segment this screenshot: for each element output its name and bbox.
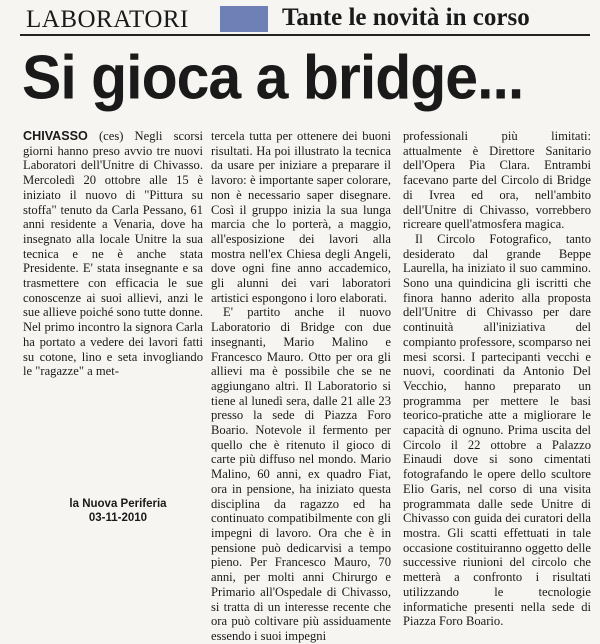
article-paragraph: tercela tutta per ottenere dei buoni risultati. Ha poi illustrato la tecnica da usare per iniziare a preparare il lavoro: è importante saper colorare, non è necessario saper disegnare. Così il gruppo inizia la sua lunga marcia che lo porterà, a maggio, all'esposizione dei lavori alla mostra nell'ex Chiesa degli Angeli, dove ogni fine anno accademico, gli alunni dei vari laboratori artistici espongono i loro elaborati.: [211, 129, 391, 305]
article-column-1: [23, 129, 203, 379]
section-label: LABORATORI: [26, 6, 189, 33]
source-signature: [48, 497, 188, 525]
article-paragraph: E' partito anche il nuovo Laboratorio di Bridge con due insegnanti, Mario Malino e Francesco Mauro. Otto per ora gli allievi ma è possibile che se ne aggiungano altri. Il Laboratorio si tiene al lunedì sera, dalle 21 alle 23 presso la sede di Piazza Foro Boario. Notevole il fermento per quello che è ritenuto il gioco di carte più diffuso nel mondo. Mario Malino, 60 anni, ex quadro Fiat, ora in pensione, ha iniziato questa disciplina da ragazzo ed ha continuato compatibilmente con gli impegni di lavoro. Ora che è in pensione può dedicarvisi a tempo pieno. Per Francesco Mauro, 70 anni, per molti anni Chirurgo e Primario all'Ospedale di Chivasso, si tratta di un interesse recente che ora può coltivare più assiduamente essendo i suoi impegni: [211, 305, 391, 643]
paragraph-text: (ces) Negli scorsi giorni hanno preso avvio tre nuovi Laboratori dell'Unitre di Chivasso. Mercoledì 20 ottobre alle 15 è iniziato il nuovo di "Pittura su stoffa" tenuto da Carla Pessano, 61 anni residente a Venaria, dove ha insegnato alla locale Unitre la sua tecnica e ne è anche stata Presidente. E' stata insegnante e sa trasmettere con efficacia le sue conoscenze ai suoi allievi, anzi le sue allieve poiché sono tutte donne. Nel primo incontro la signora Carla ha portato a vedere dei lavori fatti su cotone, lino e seta invogliando le "ragazze" a met-: [23, 129, 203, 379]
article-paragraph: [23, 129, 203, 379]
section-color-marker: [220, 6, 268, 32]
publication-date: 03-11-2010: [88, 512, 148, 524]
article-column-3: [403, 129, 591, 629]
article-column-2: [211, 129, 391, 644]
publication-name: la Nuova Periferia: [69, 498, 167, 510]
dateline: CHIVASSO: [23, 129, 88, 143]
article-headline: Si gioca a bridge...: [22, 42, 524, 113]
article-paragraph: Il Circolo Fotografico, tanto desiderato dal grande Beppe Laurella, ha iniziato il suo cammino. Sono una quindicina gli iscritti che finora hanno aderito alla proposta dell'Unitre di Chivasso per dare continuità all'iniziativa del compianto professore, scomparso nei mesi scorsi. I partecipanti vecchi e nuovi, coordinati da Antonio Del Vecchio, hanno preparato un programma per mettere le basi teorico-pratiche atte a migliorare le capacità di ognuno. Prima uscita del Circolo il 22 ottobre a Palazzo Einaudi dove si sono cimentati fotografando le opere dello scultore Elio Garis, nel corso di una visita programmata dalle sede Unitre di Chivasso con guida dei curatori della mostra. Gli scatti effettuati in tale occasione costituiranno oggetto delle successive riunioni del circolo che metterà a confronto i risultati utilizzando le tecnologie informatiche presenti nella sede di Piazza Foro Boario.: [403, 231, 591, 629]
section-header: [20, 4, 590, 36]
article-paragraph: professionali più limitati: attualmente è Direttore Sanitario dell'Opera Pia Clara. Entrambi facevano parte del Circolo di Bridge di Ivrea ed ora, nell'ambito dell'Unitre di Chivasso, vorrebbero ricreare quell'atmosfera magica.: [403, 129, 591, 232]
section-tagline: Tante le novità in corso: [282, 4, 530, 31]
